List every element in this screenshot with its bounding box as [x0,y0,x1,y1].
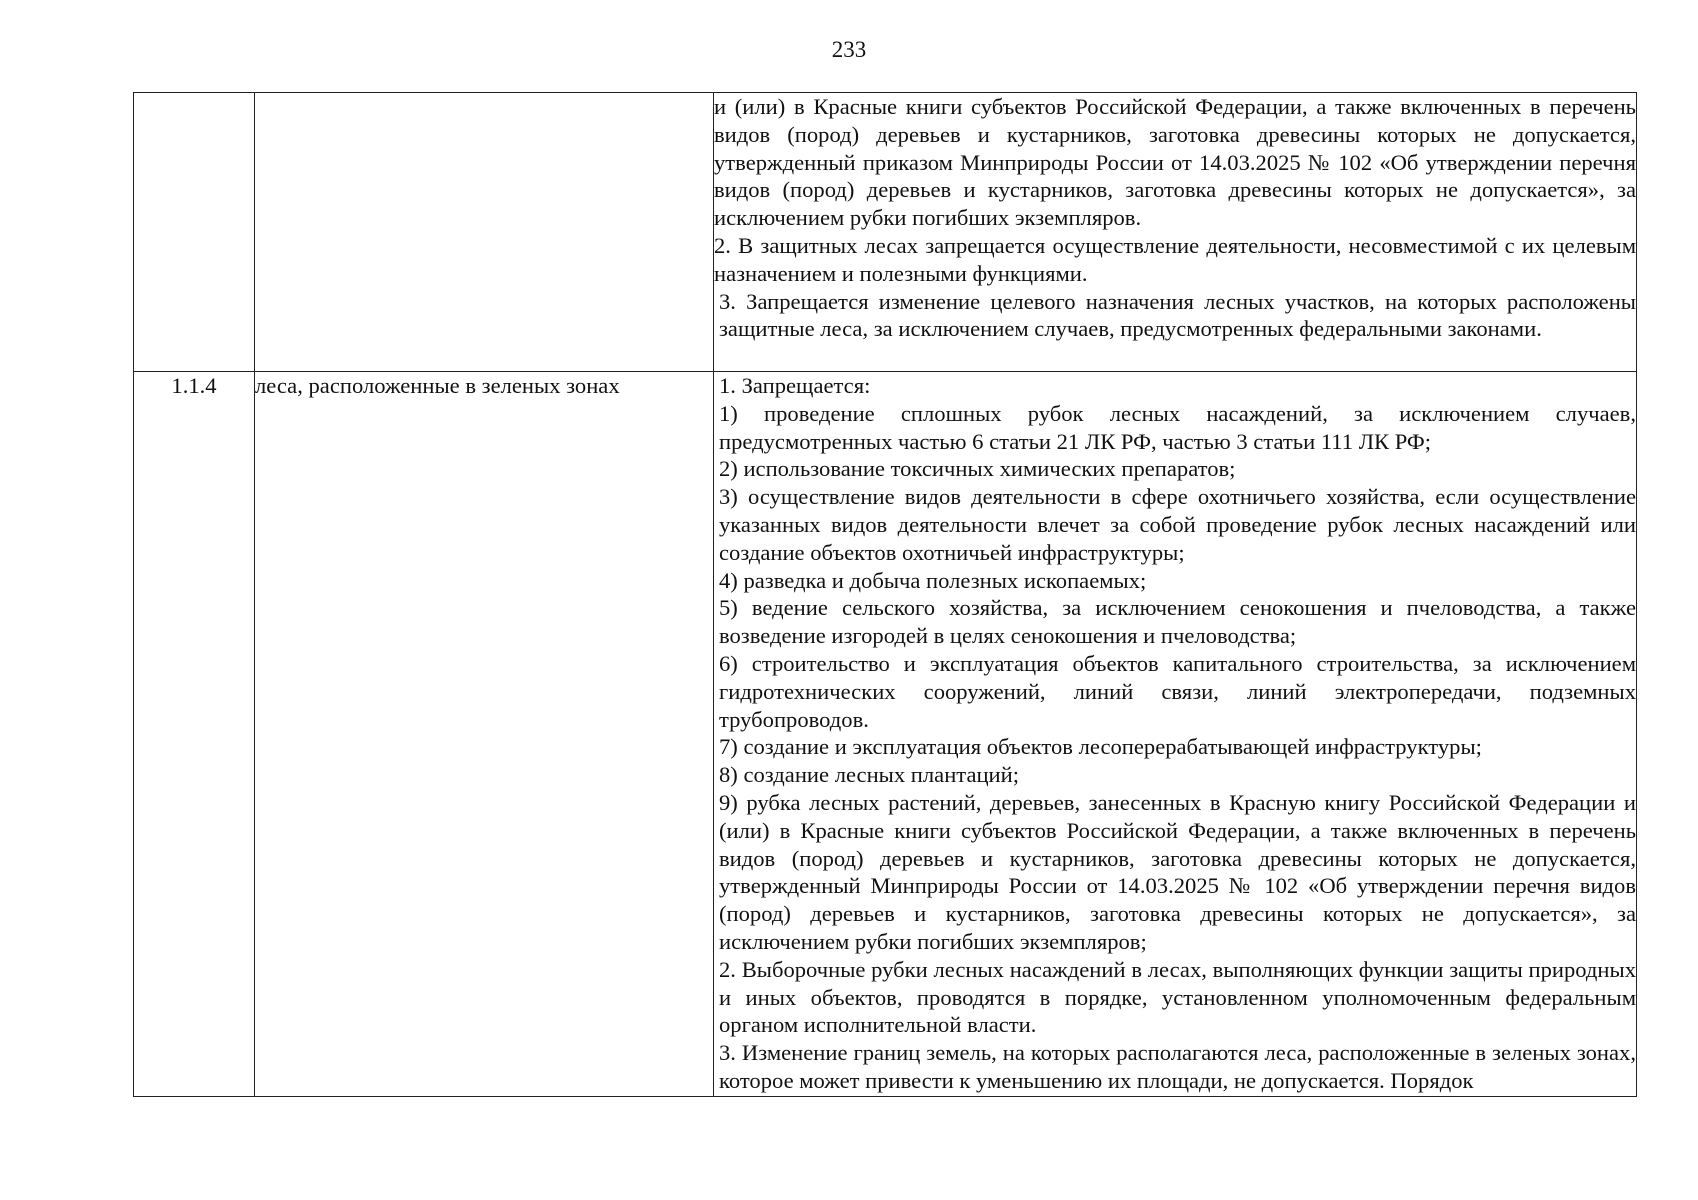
regime-text-cell [714,372,1637,1097]
paragraph: 1) проведение сплошных рубок лесных насаждений, за исключением случаев, предусмотренных частью 6 статьи 21 ЛК РФ, частью 3 статьи 111 ЛК РФ; [719,400,1636,454]
forest-category-cell: леса, расположенные в зеленых зонах [255,372,714,1097]
page-number: 233 [831,37,867,62]
regime-text-cell [714,93,1637,372]
paragraph: 8) создание лесных плантаций; [719,762,1020,788]
paragraph: 5) ведение сельского хозяйства, за исключением сенокошения и пчеловодства, а также возведение изгородей в целях сенокошения и пчеловодства; [719,595,1636,649]
paragraph: 9) рубка лесных растений, деревьев, занесенных в Красную книгу Российской Федерации и (или) в Красные книги субъектов Российской Федерации, а также включенных в перечень видов (пород) деревьев и кустарников, заготовка древесины которых не допускается, утвержденный Минприроды России от 14.03.2025 № 102 «Об утверждении перечня видов (пород) деревьев и кустарников, заготовка древесины которых не допускается», за исключением рубки погибших экземпляров; [719,789,1636,954]
paragraph: и (или) в Красные книги субъектов Российской Федерации, а также включенных в перечень видов (пород) деревьев и кустарников, заготовка древесины которых не допускается, утвержденный приказом Минприроды России от 14.03.2025 № 102 «Об утверждении перечня видов (пород) деревьев и кустарников, заготовка древесины которых не допускается», за исключением рубки погибших экземпляров. [714,94,1636,231]
paragraph: 2) использование токсичных химических препаратов; [719,456,1236,482]
table-row [134,93,1637,372]
paragraph: 6) строительство и эксплуатация объектов капитального строительства, за исключением гидротехнических сооружений, линий связи, линий электропередачи, подземных трубопроводов. [719,650,1636,732]
paragraph: 4) разведка и добыча полезных ископаемых; [719,567,1147,593]
row-number-cell: 1.1.4 [134,372,255,1097]
table-row [134,372,1637,1097]
paragraph: 2. В защитных лесах запрещается осуществление деятельности, несовместимой с их целевым назначением и полезными функциями. [714,232,1636,286]
regulation-table [133,92,1637,1097]
forest-category-cell [255,93,714,372]
paragraph: 2. Выборочные рубки лесных насаждений в лесах, выполняющих функции защиты природных и иных объектов, проводятся в порядке, установленном уполномоченным федеральным органом исполнительной власти. [719,956,1636,1038]
paragraph: 3. Изменение границ земель, на которых располагаются леса, расположенные в зеленых зонах, которое может привести к уменьшению их площади, не допускается. Порядок [719,1040,1636,1093]
paragraph: 3. Запрещается изменение целевого назначения лесных участков, на которых расположены защитные леса, за исключением случаев, предусмотренных федеральными законами. [719,288,1636,342]
paragraph: 7) создание и эксплуатация объектов лесоперерабатывающей инфраструктуры; [719,734,1482,760]
row-number-cell [134,93,255,372]
paragraph: 1. Запрещается: [719,373,871,398]
paragraph: 3) осуществление видов деятельности в сфере охотничьего хозяйства, если осуществление указанных видов деятельности влечет за собой проведение рубок лесных насаждений или создание объектов охотничьей инфраструктуры; [719,484,1636,565]
